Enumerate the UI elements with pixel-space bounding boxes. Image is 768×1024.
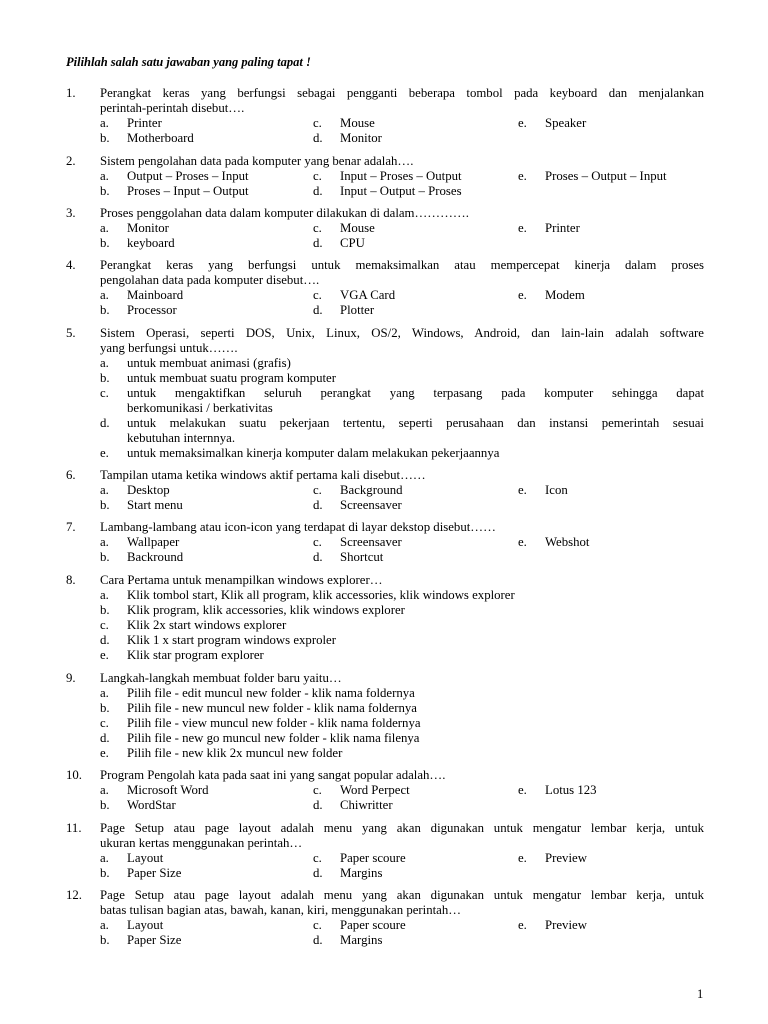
option-text: Pilih file - view muncul new folder - klik nama foldernya xyxy=(127,716,421,730)
option-text: Proses – Output – Input xyxy=(545,169,667,183)
option-letter: a. xyxy=(100,116,109,130)
option-text: Klik 1 x start program windows exproler xyxy=(127,633,336,647)
option-text: untuk mengaktifkan seluruh perangkat yang terpasang pada komputer sehingga dapat xyxy=(127,386,704,400)
option-text: untuk membuat suatu program komputer xyxy=(127,371,336,385)
option-letter: c. xyxy=(313,221,322,235)
option-text: Pilih file - new klik 2x muncul new folder xyxy=(127,746,343,760)
option-text: Preview xyxy=(545,918,587,932)
option-text: Plotter xyxy=(340,303,375,317)
option-text: Speaker xyxy=(545,116,587,130)
option-text: Paper scoure xyxy=(340,918,406,932)
option-letter: d. xyxy=(313,550,323,564)
option-text: Printer xyxy=(127,116,162,130)
option-letter: a. xyxy=(100,221,109,235)
option-text: Chiwritter xyxy=(340,798,393,812)
option-text: untuk memaksimalkan kinerja komputer dalam melakukan pekerjaannya xyxy=(127,446,500,460)
option-text: Preview xyxy=(545,851,587,865)
option-letter: b. xyxy=(100,498,110,512)
option-letter: a. xyxy=(100,169,109,183)
option-letter: e. xyxy=(518,116,527,130)
option-text: Start menu xyxy=(127,498,183,512)
option-letter: e. xyxy=(518,918,527,932)
option-text: Paper Size xyxy=(127,933,182,947)
page-number: 1 xyxy=(697,987,704,1001)
question-text: Langkah-langkah membuat folder baru yaitu… xyxy=(100,671,342,685)
option-letter: d. xyxy=(100,731,110,745)
option-text: Klik star program explorer xyxy=(127,648,264,662)
question-number: 11. xyxy=(66,821,82,835)
option-letter: b. xyxy=(100,184,110,198)
question-number: 1. xyxy=(66,86,76,100)
option-letter: e. xyxy=(518,483,527,497)
option-text: Processor xyxy=(127,303,177,317)
option-letter: d. xyxy=(313,184,323,198)
option-text: Klik 2x start windows explorer xyxy=(127,618,287,632)
option-letter: d. xyxy=(313,498,323,512)
question-text: Tampilan utama ketika windows aktif pertama kali disebut…… xyxy=(100,468,426,482)
question-text: Proses penggolahan data dalam komputer dilakukan di dalam…………. xyxy=(100,206,469,220)
option-text: Klik program, klik accessories, klik windows explorer xyxy=(127,603,405,617)
option-text: Lotus 123 xyxy=(545,783,597,797)
question-text: Perangkat keras yang berfungsi sebagai pengganti beberapa tombol pada keyboard dan menjalankan xyxy=(100,86,704,100)
option-letter: e. xyxy=(518,169,527,183)
question-text: Program Pengolah kata pada saat ini yang sangat popular adalah…. xyxy=(100,768,446,782)
option-text: Paper scoure xyxy=(340,851,406,865)
question-number: 6. xyxy=(66,468,76,482)
option-text: WordStar xyxy=(127,798,176,812)
question-number: 5. xyxy=(66,326,76,340)
question-text: Page Setup atau page layout adalah menu yang akan digunakan untuk mengatur lembar kerja, untuk xyxy=(100,821,704,835)
option-letter: e. xyxy=(518,221,527,235)
option-text: Wallpaper xyxy=(127,535,180,549)
option-letter: d. xyxy=(313,866,323,880)
option-letter: a. xyxy=(100,535,109,549)
option-letter: b. xyxy=(100,371,110,385)
option-text: Screensaver xyxy=(340,498,402,512)
option-text: Output – Proses – Input xyxy=(127,169,249,183)
option-letter: c. xyxy=(100,386,109,400)
option-letter: b. xyxy=(100,701,110,715)
option-text: VGA Card xyxy=(340,288,396,302)
option-letter: c. xyxy=(313,169,322,183)
option-text: Background xyxy=(340,483,403,497)
option-text: Webshot xyxy=(545,535,590,549)
option-letter: c. xyxy=(313,483,322,497)
option-text: Layout xyxy=(127,918,164,932)
option-text: Proses – Input – Output xyxy=(127,184,249,198)
option-letter: e. xyxy=(100,746,109,760)
question-number: 8. xyxy=(66,573,76,587)
option-letter: a. xyxy=(100,483,109,497)
option-letter: e. xyxy=(518,851,527,865)
question-number: 3. xyxy=(66,206,76,220)
option-text: Motherboard xyxy=(127,131,194,145)
option-letter: e. xyxy=(518,535,527,549)
question-text: perintah-perintah disebut…. xyxy=(100,101,245,115)
option-letter: a. xyxy=(100,588,109,602)
option-text: Input – Proses – Output xyxy=(340,169,462,183)
question-number: 12. xyxy=(66,888,82,902)
option-letter: d. xyxy=(313,236,323,250)
option-text: Microsoft Word xyxy=(127,783,209,797)
question-number: 7. xyxy=(66,520,76,534)
option-text: Klik tombol start, Klik all program, klik accessories, klik windows explorer xyxy=(127,588,515,602)
option-text: Screensaver xyxy=(340,535,402,549)
option-text: Shortcut xyxy=(340,550,384,564)
option-letter: c. xyxy=(313,288,322,302)
option-letter: e. xyxy=(518,783,527,797)
option-letter: d. xyxy=(100,633,110,647)
option-text: Monitor xyxy=(127,221,169,235)
question-text: Cara Pertama untuk menampilkan windows explorer… xyxy=(100,573,383,587)
question-text: pengolahan data pada komputer disebut…. xyxy=(100,273,320,287)
option-letter: b. xyxy=(100,866,110,880)
option-letter: d. xyxy=(313,933,323,947)
option-text: Input – Output – Proses xyxy=(340,184,462,198)
option-letter: e. xyxy=(100,446,109,460)
option-letter: c. xyxy=(313,851,322,865)
option-text: berkomunikasi / berkativitas xyxy=(127,401,273,415)
question-text: batas tulisan bagian atas, bawah, kanan, kiri, menggunakan perintah… xyxy=(100,903,462,917)
option-text: Printer xyxy=(545,221,580,235)
option-text: CPU xyxy=(340,236,365,250)
question-text: Lambang-lambang atau icon-icon yang terdapat di layar dekstop disebut…… xyxy=(100,520,496,534)
question-text: Perangkat keras yang berfungsi untuk memaksimalkan atau mempercepat kinerja dalam proses xyxy=(100,258,704,272)
option-text: Word Perpect xyxy=(340,783,410,797)
option-text: Pilih file - new go muncul new folder - klik nama filenya xyxy=(127,731,420,745)
option-letter: b. xyxy=(100,933,110,947)
question-number: 9. xyxy=(66,671,76,685)
option-letter: d. xyxy=(313,798,323,812)
option-text: Margins xyxy=(340,933,383,947)
question-text: Sistem pengolahan data pada komputer yang benar adalah…. xyxy=(100,154,414,168)
option-text: keyboard xyxy=(127,236,175,250)
option-text: Mouse xyxy=(340,221,375,235)
question-text: Sistem Operasi, seperti DOS, Unix, Linux, OS/2, Windows, Android, dan lain-lain adalah software xyxy=(100,326,704,340)
option-letter: c. xyxy=(313,116,322,130)
option-text: Icon xyxy=(545,483,568,497)
option-letter: d. xyxy=(313,303,323,317)
question-text: Page Setup atau page layout adalah menu yang akan digunakan untuk mengatur lembar kerja, untuk xyxy=(100,888,704,902)
option-letter: c. xyxy=(313,783,322,797)
option-letter: a. xyxy=(100,288,109,302)
option-letter: a. xyxy=(100,686,109,700)
option-letter: a. xyxy=(100,783,109,797)
option-letter: a. xyxy=(100,918,109,932)
option-letter: b. xyxy=(100,236,110,250)
option-text: Desktop xyxy=(127,483,170,497)
option-text: Mainboard xyxy=(127,288,184,302)
option-letter: a. xyxy=(100,851,109,865)
question-number: 10. xyxy=(66,768,82,782)
option-text: kebutuhan internnya. xyxy=(127,431,236,445)
option-letter: e. xyxy=(518,288,527,302)
option-letter: e. xyxy=(100,648,109,662)
option-text: Layout xyxy=(127,851,164,865)
question-number: 2. xyxy=(66,154,76,168)
option-letter: b. xyxy=(100,550,110,564)
option-text: Pilih file - new muncul new folder - klik nama foldernya xyxy=(127,701,417,715)
option-letter: c. xyxy=(100,618,109,632)
option-letter: b. xyxy=(100,603,110,617)
option-letter: b. xyxy=(100,303,110,317)
option-letter: d. xyxy=(313,131,323,145)
option-letter: b. xyxy=(100,131,110,145)
option-letter: b. xyxy=(100,798,110,812)
option-text: untuk membuat animasi (grafis) xyxy=(127,356,291,370)
question-text: yang berfungsi untuk……. xyxy=(100,341,238,355)
option-text: Paper Size xyxy=(127,866,182,880)
option-text: Pilih file - edit muncul new folder - klik nama foldernya xyxy=(127,686,415,700)
option-text: Monitor xyxy=(340,131,382,145)
option-text: Margins xyxy=(340,866,383,880)
option-letter: d. xyxy=(100,416,110,430)
option-text: Backround xyxy=(127,550,184,564)
option-text: untuk melakukan suatu pekerjaan tertentu, seperti perusahaan dan instansi pemerintah sesuai xyxy=(127,416,704,430)
option-letter: a. xyxy=(100,356,109,370)
option-letter: c. xyxy=(313,535,322,549)
question-number: 4. xyxy=(66,258,76,272)
option-letter: c. xyxy=(100,716,109,730)
instruction-title: Pilihlah salah satu jawaban yang paling tapat ! xyxy=(66,55,311,69)
option-text: Mouse xyxy=(340,116,375,130)
option-text: Modem xyxy=(545,288,585,302)
option-letter: c. xyxy=(313,918,322,932)
question-text: ukuran kertas menggunakan perintah… xyxy=(100,836,303,850)
